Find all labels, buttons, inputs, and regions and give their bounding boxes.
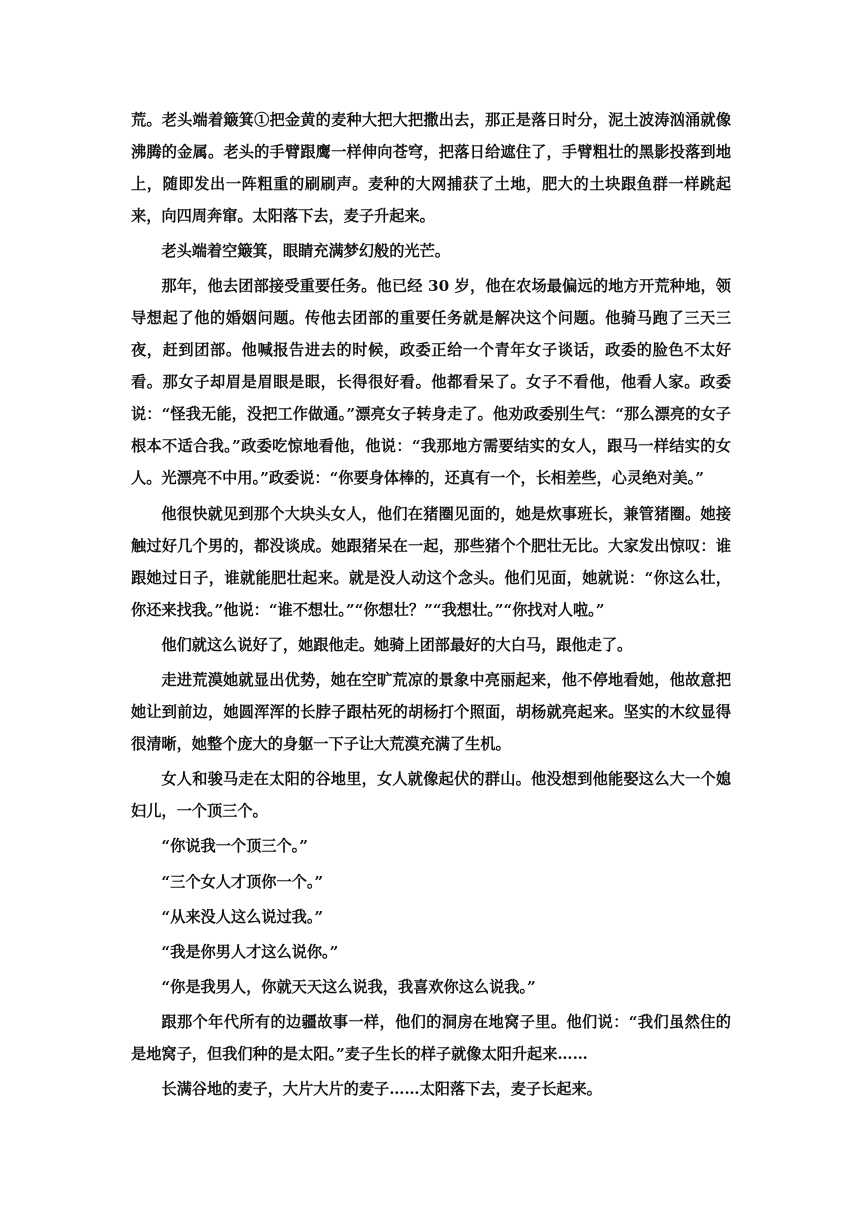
- document-page: [131, 104, 731, 1109]
- dialogue-line: “我是你男人才这么说你。”: [161, 942, 339, 961]
- paragraph: 他们就这么说好了，她跟他走。她骑上团部最好的大白马，跟他走了。: [161, 635, 633, 654]
- paragraph: 跟那个年代所有的边疆故事一样，他们的洞房在地窝子里。他们说：“我们虽然住的是地窝子，但我们种的是太阳。”麦子生长的样子就像太阳升起来……: [131, 1013, 731, 1064]
- dialogue-line: “三个女人才顶你一个。”: [161, 872, 324, 891]
- paragraph: 长满谷地的麦子，大片大片的麦子……太阳落下去，麦子长起来。: [161, 1080, 602, 1099]
- paragraph: 女人和骏马走在太阳的谷地里，女人就像起伏的群山。他没想到他能娶这么大一个媳妇儿，一个顶三个。: [131, 770, 731, 821]
- dialogue-line: “从来没人这么说过我。”: [161, 907, 324, 926]
- paragraph: 那年，他去团部接受重要任务。他已经 30 岁，他在农场最偏远的地方开荒种地，领导想起了他的婚姻问题。传他去团部的重要任务就是解决这个问题。他骑马跑了三天三夜，赶到团部。他喊报告进去的时候，政委正给一个青年女子谈话，政委的脸色不太好看。那女子却眉是眉眼是眼，长得很好看。他都看呆了。女子不看他，他看人家。政委说：“怪我无能，没把工作做通。”漂亮女子转身走了。他劝政委别生气：“那么漂亮的女子根本不适合我。”政委吃惊地看他，他说：“我那地方需要结实的女人，跟马一样结实的女人。光漂亮不中用。”政委说：“你要身体棒的，还真有一个，长相差些，心灵绝对美。”: [131, 277, 731, 488]
- paragraph: 老头端着空簸箕，眼睛充满梦幻般的光芒。: [161, 242, 450, 261]
- paragraph: 走进荒漠她就显出优势，她在空旷荒凉的景象中亮丽起来，他不停地看她，他故意把她让到前边，她圆浑浑的长脖子跟枯死的胡杨打个照面，胡杨就亮起来。坚实的木纹显得很清晰，她整个庞大的身躯一下子让大荒漠充满了生机。: [131, 670, 731, 753]
- paragraph: 荒。老头端着簸箕①把金黄的麦种大把大把撒出去，那正是落日时分，泥土波涛汹涌就像沸腾的金属。老头的手臂跟鹰一样伸向苍穹，把落日给遮住了，手臂粗壮的黑影投落到地上，随即发出一阵粗重的刷刷声。麦种的大网捕获了土地，肥大的土块跟鱼群一样跳起来，向四周奔窜。太阳落下去，麦子升起来。: [131, 111, 731, 225]
- dialogue-line: “你说我一个顶三个。”: [161, 837, 308, 856]
- dialogue-line: “你是我男人，你就天天这么说我，我喜欢你这么说我。”: [161, 978, 536, 997]
- paragraph: 他很快就见到那个大块头女人，他们在猪圈见面的，她是炊事班长，兼管猪圈。她接触过好几个男的，都没谈成。她跟猪呆在一起，那些猪个个肥壮无比。大家发出惊叹：谁跟她过日子，谁就能肥壮起来。就是没人动这个念头。他们见面，她就说：“你这么壮，你还来找我。”他说：“谁不想壮。”“你想壮？”“我想壮。”“你找对人啦。”: [131, 504, 731, 619]
